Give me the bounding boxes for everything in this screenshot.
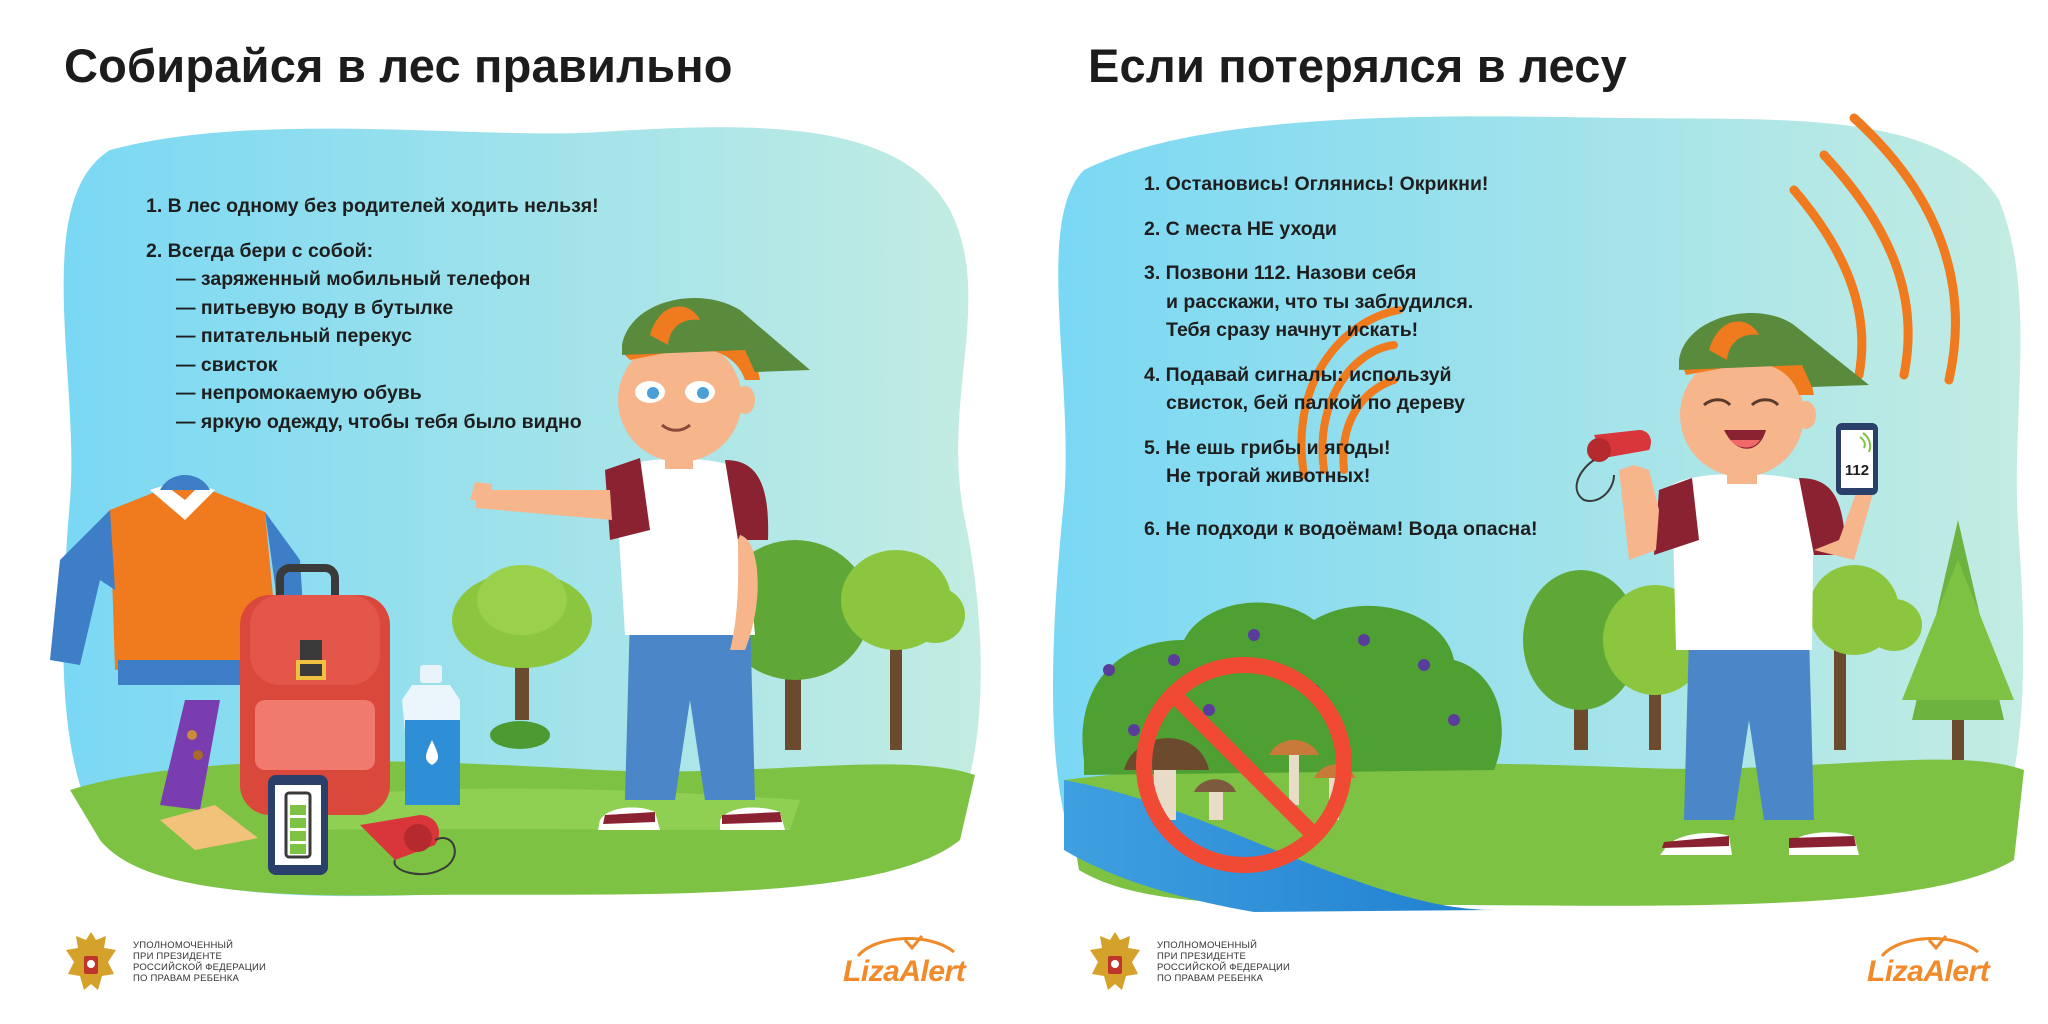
page-title: Если потерялся в лесу: [1088, 39, 1627, 92]
spacer: [1144, 199, 1538, 215]
caption-line: УПОЛНОМОЧЕННЫЙ: [1157, 940, 1258, 951]
rule-signal: 4. Подавай сигналы: используй: [1144, 363, 1452, 386]
rule-no-eat: 5. Не ешь грибы и ягоды!: [1144, 436, 1391, 459]
spacer: [1144, 418, 1538, 434]
packing-rules-list: [146, 192, 599, 436]
spacer: [1144, 507, 1538, 515]
rule-call-cont: и расскажи, что ты заблудился.: [1166, 290, 1474, 313]
caption-line: ПРИ ПРЕЗИДЕНТЕ: [133, 951, 223, 962]
phone-battery: [268, 775, 328, 875]
ombudsman-caption: [1157, 940, 1290, 984]
caption-line: РОССИЙСКОЙ ФЕДЕРАЦИИ: [1157, 962, 1291, 973]
caption-line: УПОЛНОМОЧЕННЫЙ: [133, 940, 234, 951]
rule-no-eat-cont: Не трогай животных!: [1166, 465, 1371, 487]
list-item: — яркую одежду, чтобы тебя было видно: [176, 410, 582, 433]
page-title: Собирайся в лес правильно: [64, 39, 733, 92]
rule-call: 3. Позвони 112. Назови себя: [1144, 262, 1417, 284]
spacer: [1144, 243, 1538, 259]
list-item: — заряженный мобильный телефон: [176, 268, 531, 290]
list-item: — непромокаемую обувь: [176, 382, 422, 404]
russian-coat-of-arms-icon: [62, 928, 120, 996]
phone-number-label: 112: [1844, 462, 1870, 479]
list-item: — питьевую воду в бутылке: [176, 296, 454, 319]
rule-no-alone: 1. В лес одному без родителей ходить нельзя!: [146, 195, 599, 217]
rule-always-take: 2. Всегда бери с собой:: [146, 239, 374, 262]
rule-stay: 2. С места НЕ уходи: [1144, 217, 1337, 240]
rule-call-cont: Тебя сразу начнут искать!: [1166, 319, 1419, 341]
lost-rules-list: [1144, 170, 1538, 543]
caption-line: ПО ПРАВАМ РЕБЕНКА: [1157, 973, 1264, 984]
spacer: [1144, 345, 1538, 361]
rule-stop: 1. Остановись! Оглянись! Окрикни!: [1144, 173, 1489, 195]
caption-line: РОССИЙСКОЙ ФЕДЕРАЦИИ: [133, 962, 267, 973]
lizaalert-logo: LizaAlert: [1867, 955, 1990, 988]
caption-line: ПО ПРАВАМ РЕБЕНКА: [133, 973, 240, 984]
list-item: — свисток: [176, 353, 278, 376]
lizaalert-arc-icon: [1874, 930, 1984, 958]
list-item: — питательный перекус: [176, 325, 413, 347]
rule-water: 6. Не подходи к водоёмам! Вода опасна!: [1144, 517, 1538, 540]
rule-signal-cont: свисток, бей палкой по дереву: [1166, 392, 1466, 414]
panel-lost-in-forest: [1024, 0, 2048, 1024]
spacer: [146, 221, 599, 237]
spacer: [1144, 491, 1538, 507]
lizaalert-logo: LizaAlert: [843, 955, 966, 988]
phone-112: [1836, 423, 1878, 495]
ombudsman-caption: [133, 940, 266, 984]
russian-coat-of-arms-icon: [1086, 928, 1144, 996]
caption-line: ПРИ ПРЕЗИДЕНТЕ: [1157, 951, 1247, 962]
lizaalert-arc-icon: [850, 930, 960, 958]
